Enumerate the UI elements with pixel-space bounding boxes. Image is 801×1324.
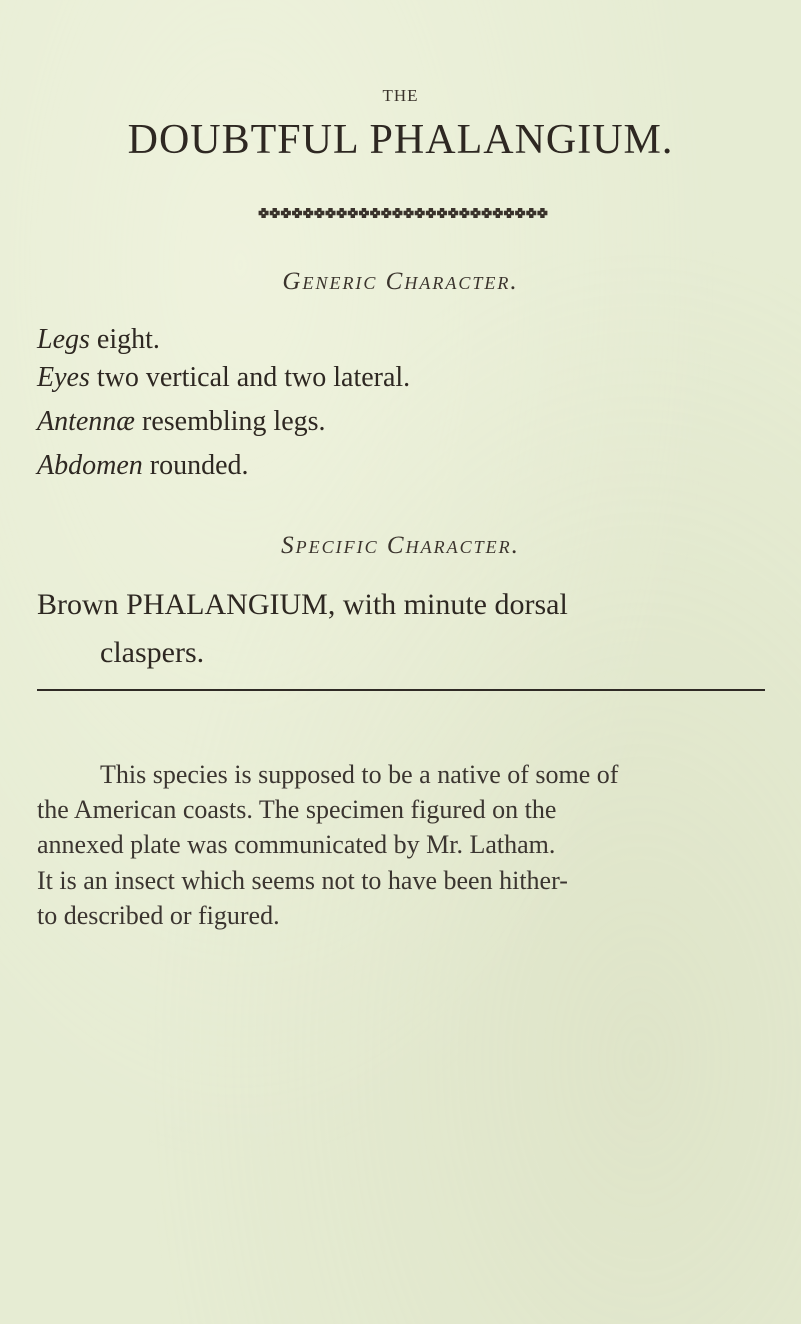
paragraph-line: This species is supposed to be a native of some of xyxy=(100,760,619,789)
ornament-cross-icon xyxy=(404,208,414,218)
ornament-cross-icon xyxy=(482,208,492,218)
ornament-cross-icon xyxy=(381,208,391,218)
generic-desc: two vertical and two lateral. xyxy=(89,362,411,393)
generic-term: Legs xyxy=(37,324,90,355)
ornament-divider-icon xyxy=(258,200,548,226)
ornament-cross-icon xyxy=(459,208,469,218)
paragraph-line: to described or figured. xyxy=(37,901,280,930)
generic-line-eyes xyxy=(37,362,410,394)
paragraph-line: annexed plate was communicated by Mr. Latham. xyxy=(37,830,556,859)
ornament-cross-icon xyxy=(370,208,380,218)
ornament-cross-icon xyxy=(537,208,547,218)
title-prefix: THE xyxy=(382,86,419,105)
ornament-cross-icon xyxy=(392,208,402,218)
ornament-cross-icon xyxy=(326,208,336,218)
paragraph-line: It is an insect which seems not to have been hither- xyxy=(37,866,568,895)
generic-term: Eyes xyxy=(37,362,90,393)
ornament-cross-icon xyxy=(348,208,358,218)
ornament-cross-icon xyxy=(337,208,347,218)
ornament-cross-icon xyxy=(437,208,447,218)
ornament-cross-icon xyxy=(314,208,324,218)
ornament-cross-icon xyxy=(303,208,313,218)
ornament-cross-icon xyxy=(493,208,503,218)
specific-description-line1: Brown PHALANGIUM, with minute dorsal xyxy=(37,588,568,621)
generic-line-antennae xyxy=(37,406,326,438)
generic-character-heading: Generic Character. xyxy=(282,268,519,295)
generic-desc: eight. xyxy=(89,324,160,355)
ornament-cross-icon xyxy=(515,208,525,218)
page-title: DOUBTFUL PHALANGIUM. xyxy=(127,117,674,163)
ornament-cross-icon xyxy=(526,208,536,218)
generic-line-legs xyxy=(37,324,160,356)
generic-line-abdomen xyxy=(37,450,249,482)
ornament-cross-icon xyxy=(359,208,369,218)
horizontal-rule xyxy=(37,689,765,691)
ornament-cross-icon xyxy=(281,208,291,218)
generic-desc: rounded. xyxy=(142,450,249,481)
ornament-cross-icon xyxy=(292,208,302,218)
specific-character-heading: Specific Character. xyxy=(281,532,520,559)
ornament-cross-icon xyxy=(471,208,481,218)
generic-desc: resembling legs. xyxy=(135,406,326,437)
ornament-cross-icon xyxy=(259,208,269,218)
generic-term: Abdomen xyxy=(37,450,143,481)
ornament-cross-icon xyxy=(270,208,280,218)
generic-term: Antennæ xyxy=(37,406,135,437)
ornament-cross-icon xyxy=(448,208,458,218)
ornament-cross-icon xyxy=(415,208,425,218)
ornament-cross-icon xyxy=(504,208,514,218)
specific-description-line2: claspers. xyxy=(100,636,205,669)
ornament-cross-icon xyxy=(426,208,436,218)
paragraph-line: the American coasts. The specimen figured on the xyxy=(37,795,557,824)
